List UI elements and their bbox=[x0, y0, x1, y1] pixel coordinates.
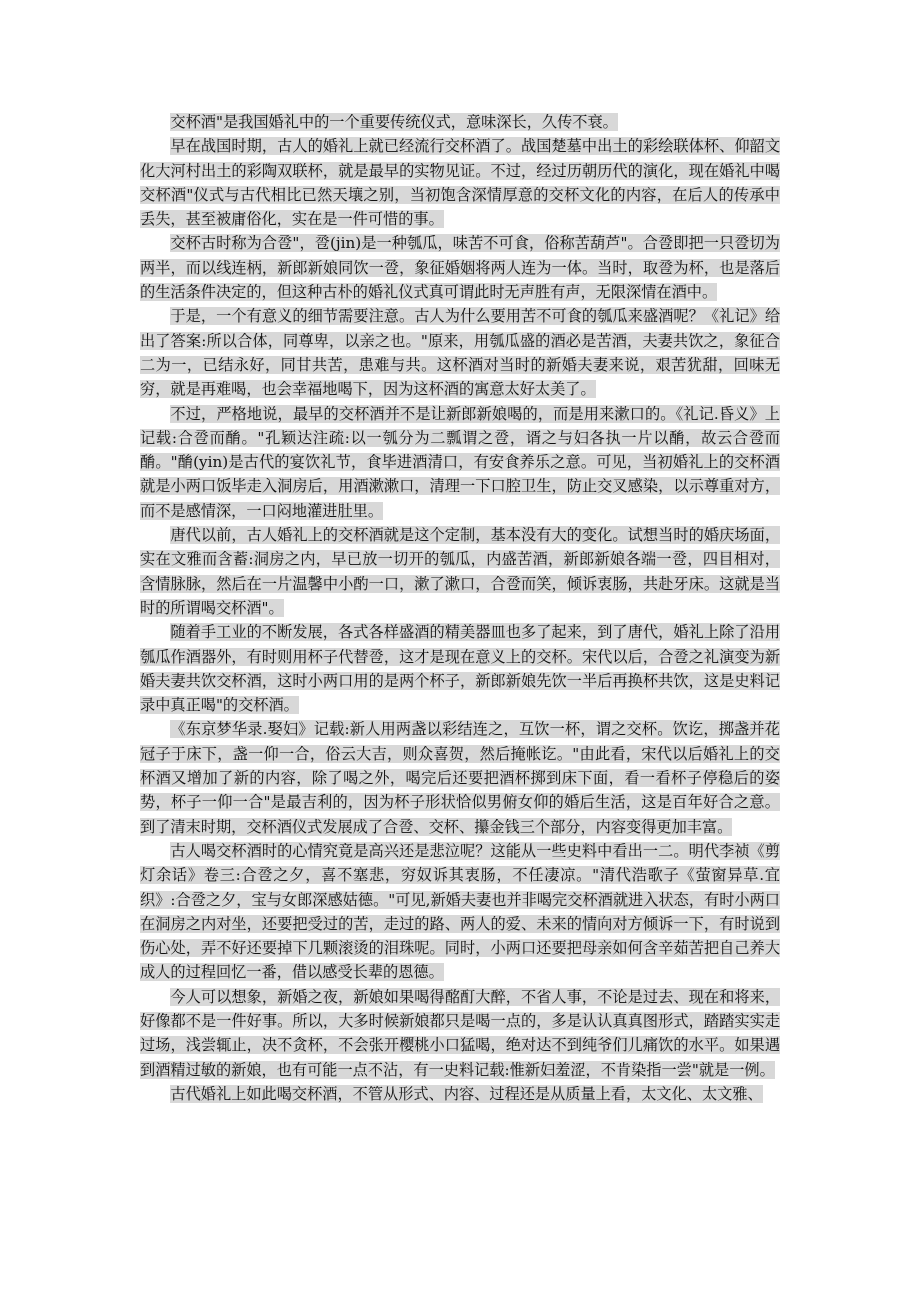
paragraph-9-text: 古人喝交杯酒时的心情究竟是高兴还是悲泣呢？这能从一些史料中看出一二。明代李祯《剪灯余话》卷三:合卺之夕，喜不塞悲，穷奴诉其衷肠，不任凄凉。"清代浩歌子《萤窗异草.宜织》:合卺之夕，宝与女郎深感姑德。"可见,新婚夫妻也并非喝完交杯酒就进入状态，有时小两口在洞房之内对坐，还要把受过的苦，走过的路、两人的爱、未来的情向对方倾诉一下，有时说到伤心处，弄不好还要掉下几颗滚烫的泪珠呢。同时，小两口还要把母亲如何含辛茹苦把自己养大成人的过程回忆一番，借以感受长辈的恩德。 bbox=[140, 841, 780, 982]
paragraph-4 bbox=[140, 304, 780, 401]
paragraph-3-text: 交杯古时称为合卺"，卺(jin)是一种瓠瓜，味苦不可食，俗称苦葫芦"。合卺即把一只卺切为两半，而以线连柄，新郎新娘同饮一卺，象征婚姻将两人连为一体。当时，取卺为杯，也是落后的生活条件决定的，但这种古朴的婚礼仪式真可谓此时无声胜有声，无限深情在酒中。 bbox=[140, 234, 780, 302]
paragraph-1-text: 交杯酒"是我国婚礼中的一个重要传统仪式，意味深长，久传不衰。 bbox=[170, 113, 618, 131]
document-body bbox=[140, 110, 780, 1106]
paragraph-5-text: 不过，严格地说，最早的交杯酒并不是让新郎新娘喝的，而是用来漱口的。《礼记.昏义》上记载:合卺而酳。"孔颖达注疏:以一瓠分为二瓢谓之卺，谞之与妇各执一片以酳，故云合卺而酳。"酳(yin)是古代的宴饮礼节，食毕进酒清口，有安食养乐之意。可见，当初婚礼上的交杯酒就是小两口饭毕走入洞房后，用酒漱漱口，清理一下口腔卫生，防止交叉感染，以示尊重对方，而不是感情深，一口闷地灌进肚里。 bbox=[140, 404, 780, 520]
paragraph-10 bbox=[140, 985, 780, 1082]
paragraph-8-text: 《东京梦华录.娶妇》记载:新人用两盏以彩结连之，互饮一杯，谓之交杯。饮讫，掷盏并花冠子于床下，盏一仰一合，俗云大吉，则众喜贺，然后掩帐讫。"由此看，宋代以后婚礼上的交杯酒又增加了新的内容，除了喝之外，喝完后还要把酒杯掷到床下面，看一看杯子停稳后的姿势，杯子一仰一合"是最吉利的，因为杯子形状恰似男俯女仰的婚后生活，这是百年好合之意。到了清末时期，交杯酒仪式发展成了合卺、交杯、攥金钱三个部分，内容变得更加丰富。 bbox=[140, 720, 780, 836]
paragraph-1 bbox=[140, 110, 780, 134]
paragraph-7 bbox=[140, 620, 780, 717]
paragraph-2 bbox=[140, 134, 780, 231]
paragraph-6 bbox=[140, 523, 780, 620]
paragraph-3 bbox=[140, 231, 780, 304]
paragraph-7-text: 随着手工业的不断发展，各式各样盛酒的精美器皿也多了起来，到了唐代，婚礼上除了沿用瓠瓜作酒器外，有时则用杯子代替卺，这才是现在意义上的交杯。宋代以后，合卺之礼演变为新婚夫妻共饮交杯酒，这时小两口用的是两个杯子，新郎新娘先饮一半后再换杯共饮，这是史料记录中真正喝"的交杯酒。 bbox=[140, 623, 780, 715]
paragraph-6-text: 唐代以前，古人婚礼上的交杯酒就是这个定制，基本没有大的变化。试想当时的婚庆场面，实在文雅而含蓄:洞房之内，早已放一切开的瓠瓜，内盛苦酒，新郎新娘各端一卺，四目相对，含情脉脉，然后在一片温馨中小酌一口，漱了漱口，合卺而笑，倾诉衷肠，共赴牙床。这就是当时的所谓喝交杯酒"。 bbox=[140, 526, 780, 617]
paragraph-4-text: 于是，一个有意义的细节需要注意。古人为什么要用苦不可食的瓠瓜来盛酒呢？《礼记》给出了答案:所以合体，同尊卑，以亲之也。"原来，用瓠瓜盛的酒必是苦酒，夫妻共饮之，象征合二为一，已结永好，同甘共苦，患难与共。这杯酒对当时的新婚夫妻来说，艰苦犹甜，回味无穷，就是再难喝，也会幸福地喝下，因为这杯酒的寓意太好太美了。 bbox=[140, 307, 780, 399]
paragraph-9 bbox=[140, 839, 780, 985]
paragraph-11-text: 古代婚礼上如此喝交杯酒，不管从形式、内容、过程还是从质量上看，太文化、太文雅、 bbox=[170, 1084, 763, 1103]
paragraph-2-text: 早在战国时期，古人的婚礼上就已经流行交杯酒了。战国楚墓中出土的彩绘联体杯、仰韶文化大河村出土的彩陶双联杯，就是最早的实物见证。不过，经过历朝历代的演化，现在婚礼中喝交杯酒"仪式与古代相比已然天壤之别，当初饱含深情厚意的交杯文化的内容，在后人的传承中丢失，甚至被庸俗化，实在是一件可惜的事。 bbox=[140, 137, 780, 229]
paragraph-5 bbox=[140, 402, 780, 523]
paragraph-11 bbox=[140, 1082, 780, 1106]
paragraph-8 bbox=[140, 717, 780, 838]
paragraph-10-text: 今人可以想象，新婚之夜，新娘如果喝得酩酊大醉，不省人事，不论是过去、现在和将来，好像都不是一件好事。所以，大多时候新娘都只是喝一点的，多是认认真真图形式，踏踏实实走过场，浅尝辄止，决不贪杯，不会张开樱桃小口猛喝，绝对达不到纯爷们儿痛饮的水平。如果遇到酒精过敏的新娘，也有可能一点不沾，有一史料记载:惟新妇羞涩，不肯染指一尝"就是一例。 bbox=[140, 987, 780, 1079]
